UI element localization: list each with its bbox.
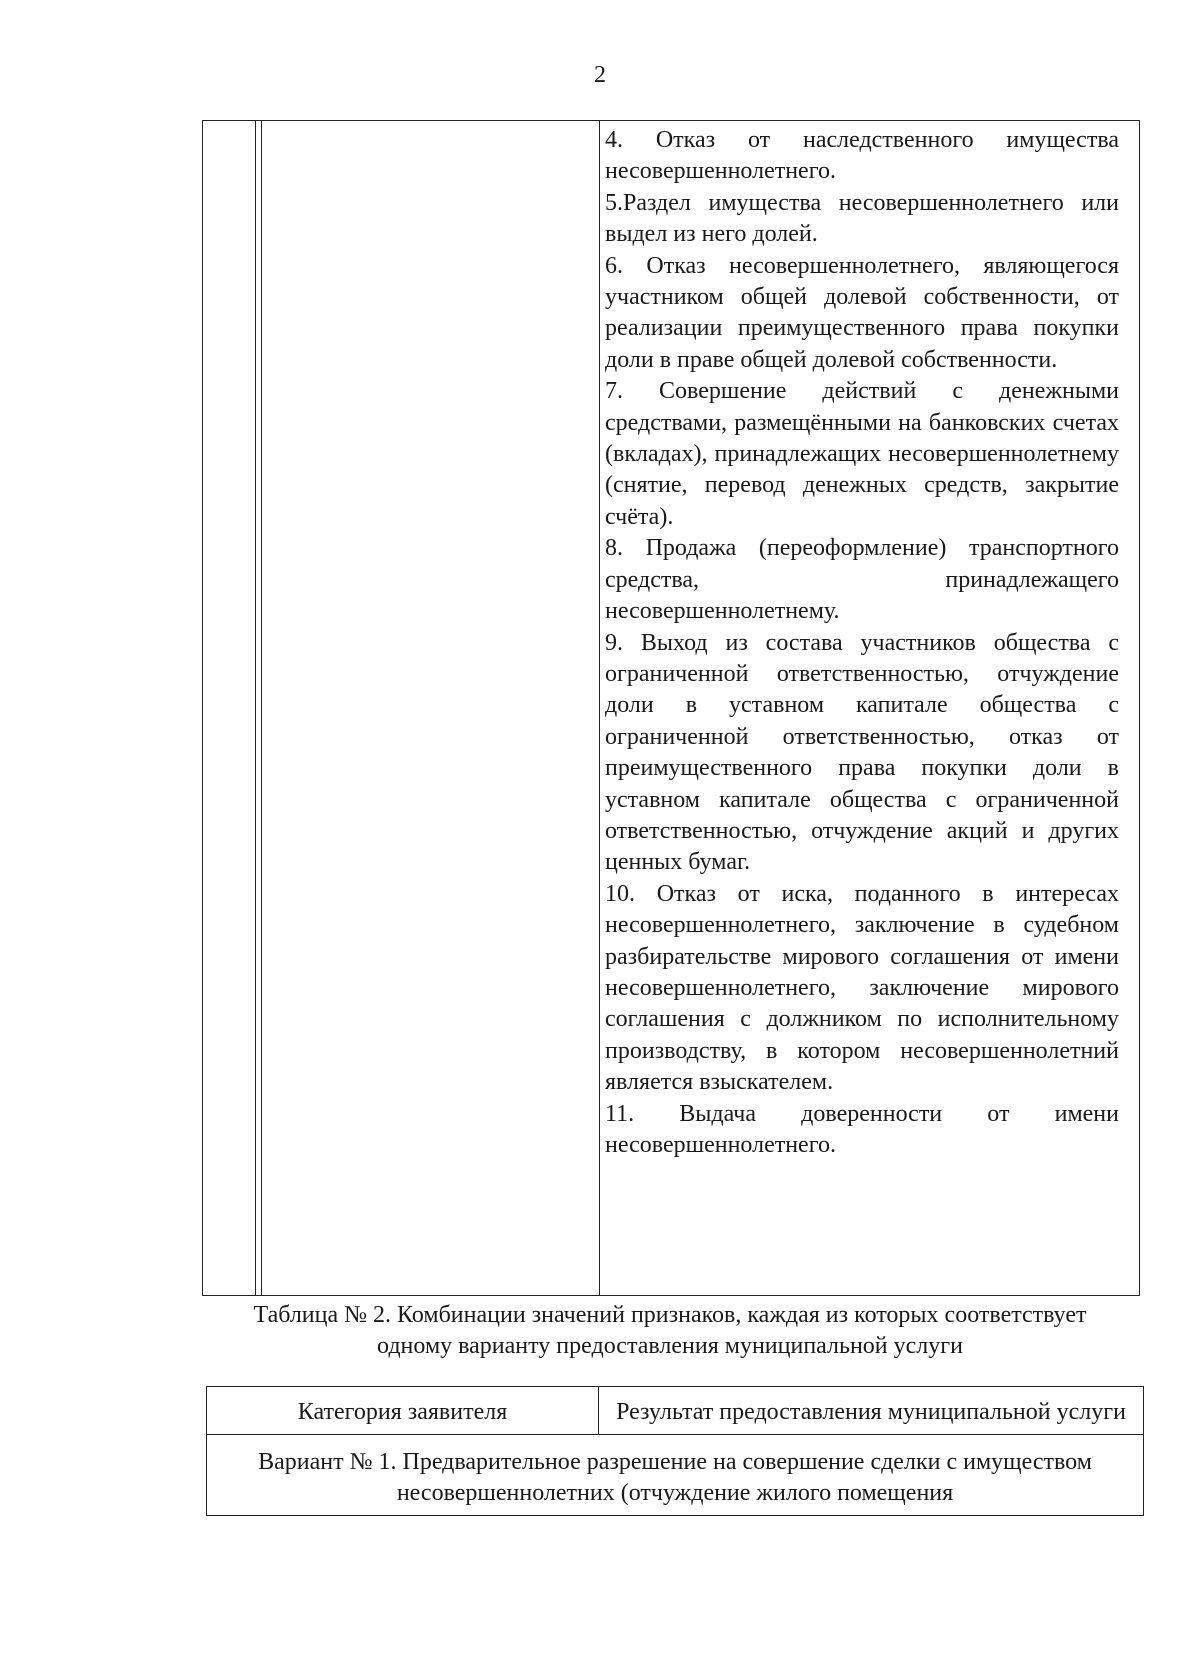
list-item: 6. Отказ несовершеннолетнего, являющегося участником общей долевой собственности, от реализации преимущественного права покупки доли в праве общей долевой собственности. [605, 252, 1119, 373]
list-item: 5.Раздел имущества несовершеннолетнего или выдел из него долей. [605, 189, 1119, 248]
list-item: 4. Отказ от наследственного имущества несовершеннолетнего. [605, 127, 1119, 185]
continuation-table [202, 120, 1140, 1296]
list-item: 7. Совершение действий с денежными средствами, размещёнными на банковских счетах (вкладах), принадлежащих несовершеннолетнему (снятие, перевод денежных средств, закрытие счёта). [605, 378, 1119, 530]
page-number: 2 [594, 62, 606, 88]
table-column-divider [255, 121, 256, 1295]
table-column-divider [261, 121, 262, 1295]
list-item: 10. Отказ от иска, поданного в интересах несовершеннолетнего, заключение в судебном разбирательстве мирового соглашения от имени несовершеннолетнего, заключение мирового соглашения с должником по исполнительному производству, в котором несовершеннолетний является взыскателем. [605, 880, 1119, 1096]
list-item: 9. Выход из состава участников общества с ограниченной ответственностью, отчуждение доли в уставном капитале общества с ограниченной ответственностью, отказ от преимущественного права покупки доли в уставном капитале общества с ограниченной ответственностью, отчуждение акций и других ценных бумаг. [605, 629, 1119, 876]
list-item: 8. Продажа (переоформление) транспортного средства, принадлежащего несовершеннолетнему. [605, 535, 1119, 625]
table-cell-items [605, 125, 1119, 1161]
variants-table [206, 1386, 1144, 1516]
table-column-divider [599, 121, 600, 1295]
table-header-row [207, 1387, 1143, 1435]
variant-row: Вариант № 1. Предварительное разрешение на совершение сделки с имуществом несовершеннолетних (отчуждение жилого помещения [258, 1449, 1092, 1506]
header-service-result: Результат предоставления муниципальной услуги [616, 1399, 1126, 1425]
table-caption: Таблица № 2. Комбинации значений признаков, каждая из которых соответствует одному варианту предоставления муниципальной услуги [253, 1302, 1087, 1359]
header-applicant-category: Категория заявителя [207, 1387, 599, 1434]
list-item: 11. Выдача доверенности от имени несовершеннолетнего. [605, 1100, 1119, 1158]
